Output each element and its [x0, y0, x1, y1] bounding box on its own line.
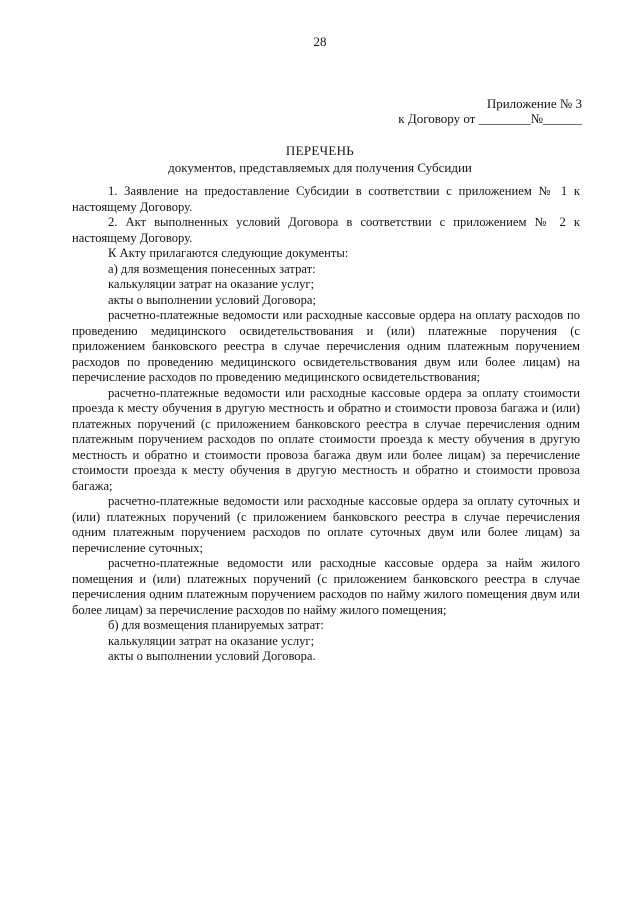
document-subtitle: документов, представляемых для получения Субсидии [168, 160, 472, 175]
paragraph: расчетно-платежные ведомости или расходные кассовые ордера на оплату расходов по проведению медицинского освидетельствования и (или) платежные поручения (с приложением банковского реестра в случае перечисления одним платежным поручением расходов по проведению медицинского освидетельствования двум или более лицам) на перечисление расходов по проведению медицинского освидетельствования; [72, 308, 580, 384]
appendix-reference [398, 96, 582, 126]
contract-reference: к Договору от ________№______ [398, 111, 582, 126]
paragraph: а) для возмещения понесенных затрат: [108, 261, 316, 276]
paragraph: акты о выполнении условий Договора; [108, 292, 316, 307]
paragraph: акты о выполнении условий Договора. [108, 649, 316, 663]
paragraph: 2. Акт выполненных условий Договора в соответствии с приложением № 2 к настоящему Договору. [72, 215, 580, 245]
paragraph: расчетно-платежные ведомости или расходные кассовые ордера за найм жилого помещения и (или) платежных поручений (с приложением банковского реестра в случае перечисления одним платежным поручением расходов по найму жилого помещения двум или более лицам) за перечисление расходов по найму жилого помещения; [72, 556, 580, 617]
paragraph: б) для возмещения планируемых затрат: [108, 618, 324, 632]
page-number: 28 [313, 34, 327, 49]
paragraph: калькуляции затрат на оказание услуг; [108, 277, 315, 291]
paragraph: 1. Заявление на предоставление Субсидии в соответствии с приложением № 1 к настоящему Договору. [72, 184, 580, 214]
paragraph: К Акту прилагаются следующие документы: [108, 246, 349, 260]
paragraph: калькуляции затрат на оказание услуг; [108, 633, 315, 648]
document-body [72, 184, 580, 665]
document-title: ПЕРЕЧЕНЬ [285, 143, 355, 158]
paragraph: расчетно-платежные ведомости или расходные кассовые ордера за оплату стоимости проезда к месту обучения в другую местность и обратно и стоимости провоза багажа и (или) платежных поручений (с приложением банковского реестра в случае перечисления одним платежным поручением расходов по оплате стоимости проезда к месту обучения в другую местность и обратно и стоимости провоза багажа двум или более лицам) за перечисление стоимости проезда к месту обучения в другую местность и обратно и стоимости провоза багажа; [72, 385, 580, 493]
appendix-number: Приложение № 3 [486, 96, 582, 111]
paragraph: расчетно-платежные ведомости или расходные кассовые ордера за оплату суточных и (или) платежных поручений (с приложением банковского реестра в случае перечисления одним платежным поручением расходов по оплате суточных двум или более лицам) за перечисление суточных; [72, 494, 580, 555]
